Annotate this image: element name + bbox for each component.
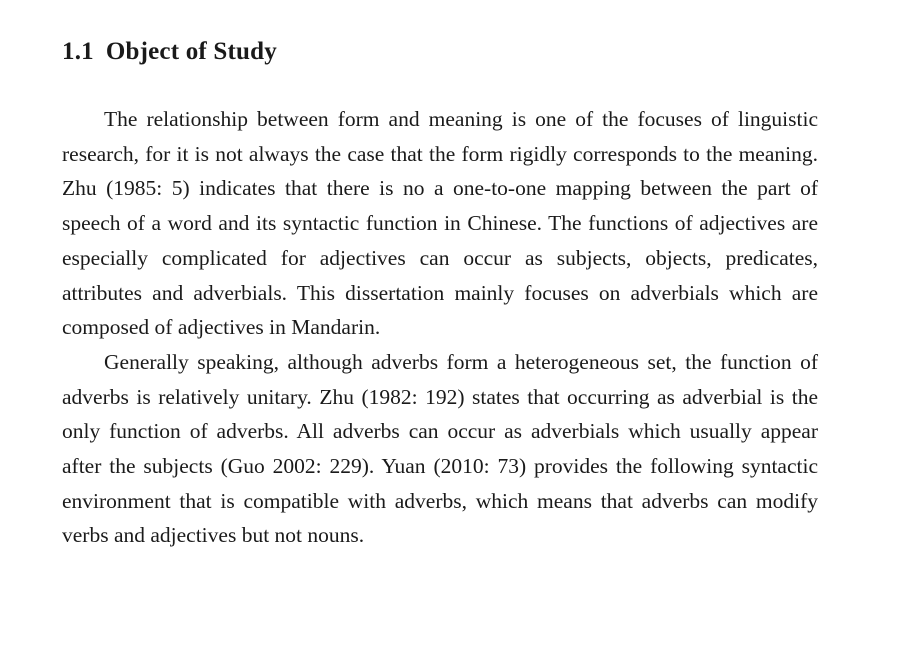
- section-number: 1.1: [62, 38, 94, 65]
- section-title: Object of Study: [105, 38, 277, 65]
- paragraph-2: Generally speaking, although adverbs form a heterogeneous set, the function of adverbs is relatively unitary. Zhu (1982: 192) states that occurring as adverbial is the only function of adverbs. All adverbs can occur as adverbials which usually appear after the subjects (Guo 2002: 229). Yuan (2010: 73) provides the following syntactic environment that is compatible with adverbs, which means that adverbs can modify verbs and adjectives but not nouns.: [62, 349, 818, 548]
- section-body: [62, 102, 818, 553]
- paragraph-1: The relationship between form and meaning is one of the focuses of linguistic research, for it is not always the case that the form rigidly corresponds to the meaning. Zhu (1985: 5) indicates that there is no a one-to-one mapping between the part of speech of a word and its syntactic function in Chinese. The functions of adjectives are especially complicated for adjectives can occur as subjects, objects, predicates, attributes and adverbials. This dissertation mainly focuses on adverbials which are composed of adjectives in Mandarin.: [62, 107, 818, 340]
- section-heading: [62, 34, 277, 70]
